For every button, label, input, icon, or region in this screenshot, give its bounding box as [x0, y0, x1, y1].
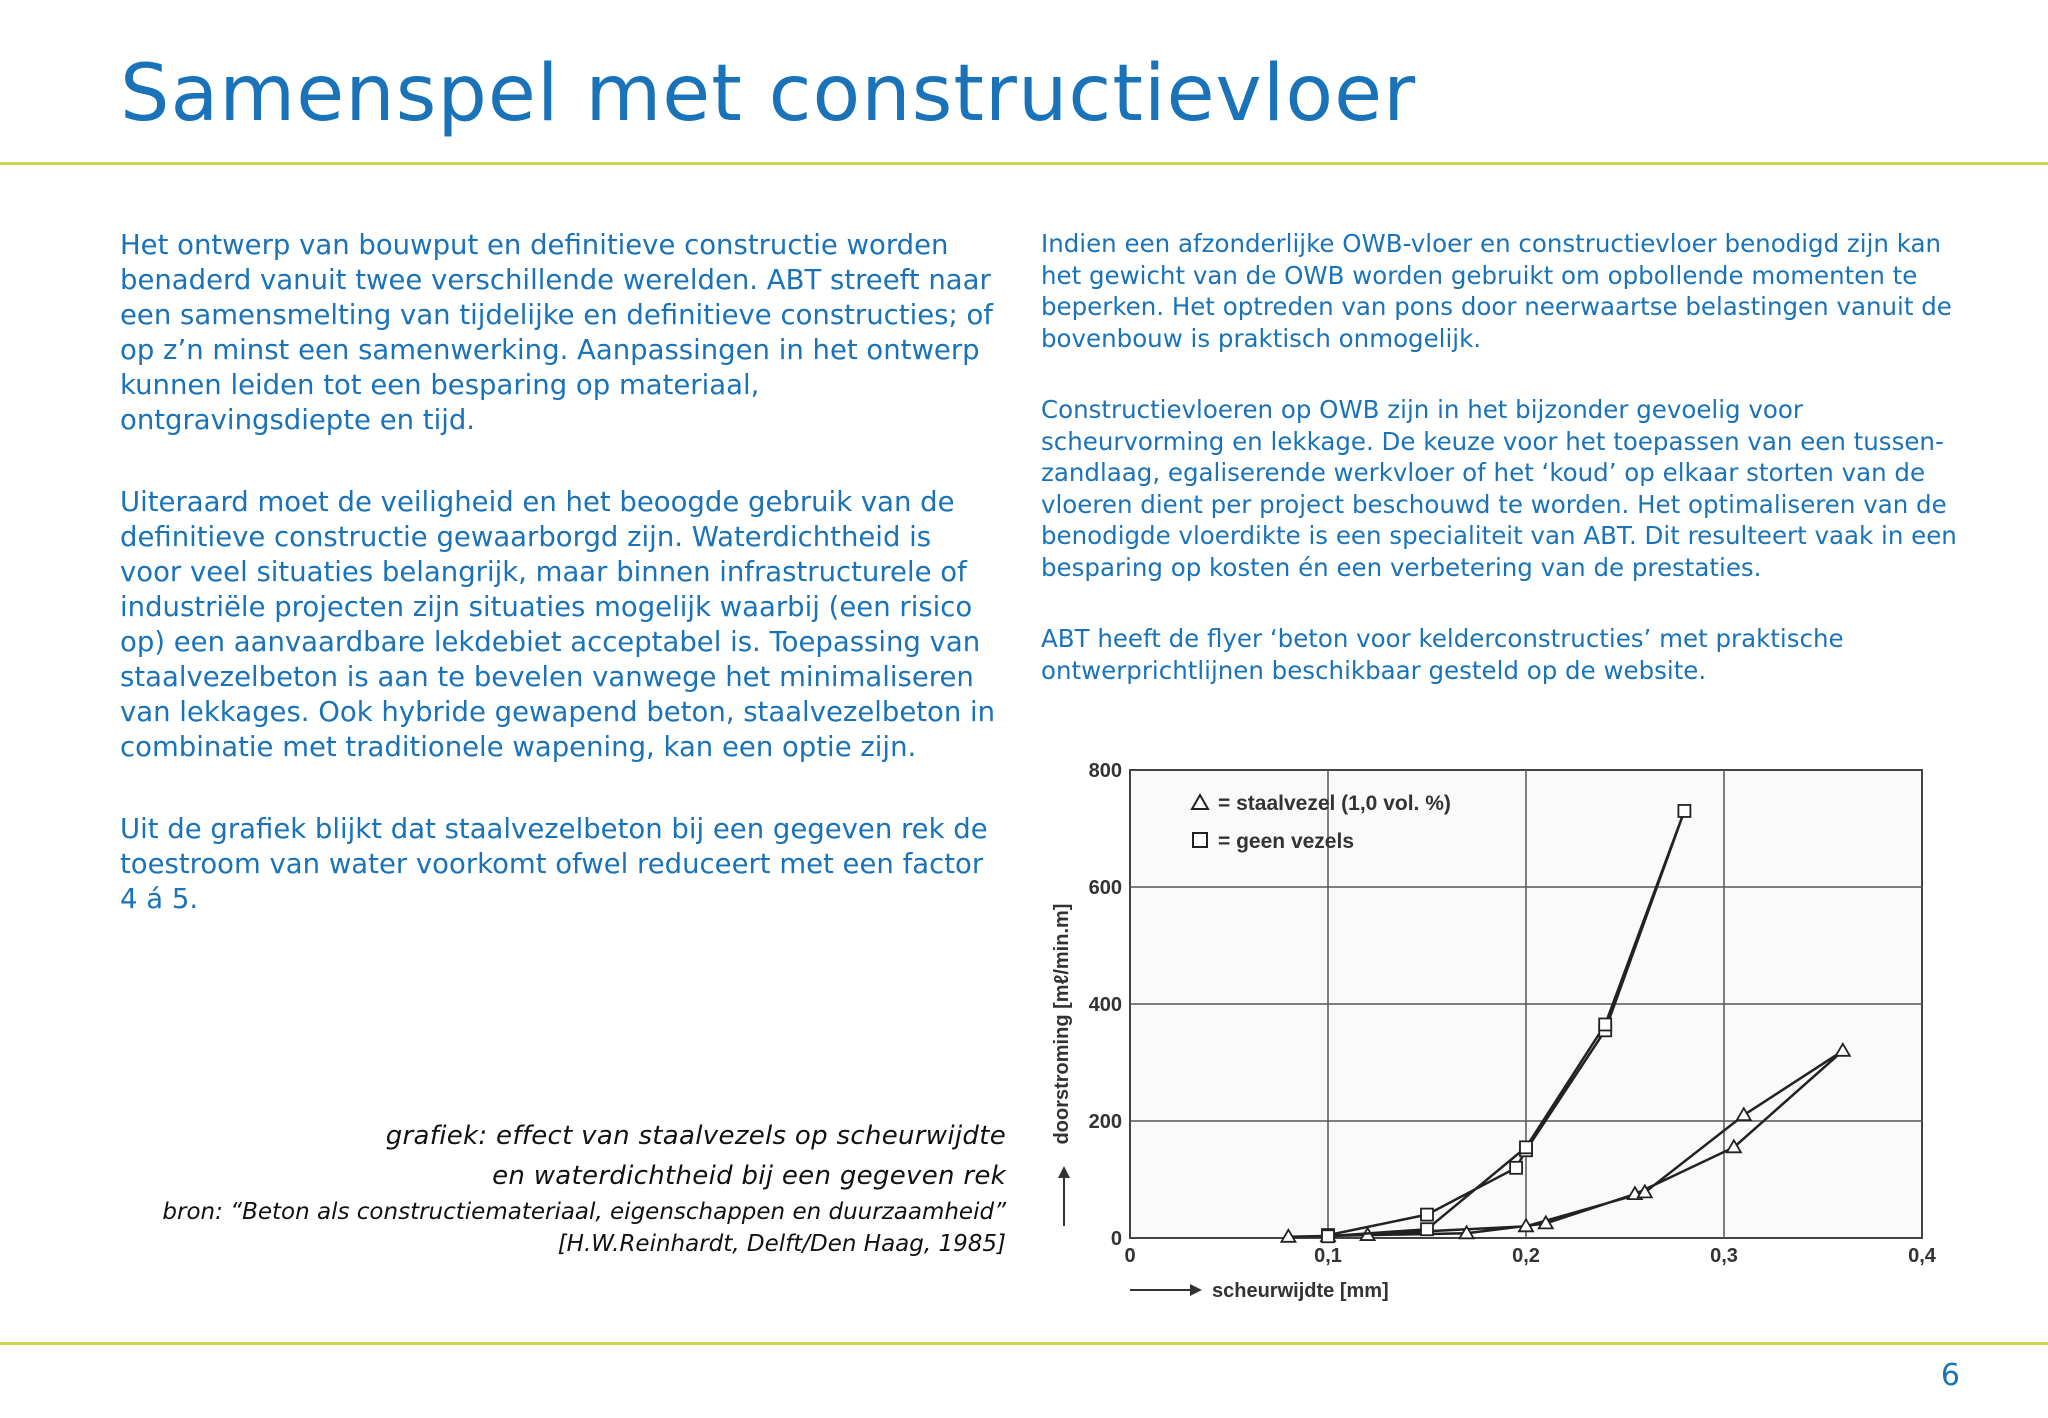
chart-svg: [1040, 746, 1960, 1306]
y-axis-arrowhead: [1058, 1166, 1070, 1178]
x-axis-label: scheurwijdte [mm]: [1212, 1280, 1389, 1302]
caption-source-ref: [H.W.Reinhardt, Delft/Den Haag, 1985]: [557, 1231, 1006, 1257]
left-column: [120, 228, 1000, 964]
header-divider: [0, 162, 2048, 165]
square-marker: [1520, 1141, 1532, 1153]
x-tick-label: 0,1: [1314, 1245, 1342, 1267]
y-tick-label: 600: [1088, 877, 1122, 899]
square-marker: [1421, 1223, 1433, 1235]
x-tick-label: 0,2: [1512, 1245, 1540, 1267]
left-paragraph: Uiteraard moet de veiligheid en het beoogde gebruik van de definitieve constructie gewaarborgd zijn. Waterdichtheid is voor veel situaties belangrijk, maar binnen infrastructurele of industriële projecten zijn situaties mogelijk waarbij (een risico op) een aanvaardbare lekdebiet acceptabel is. Toepassing van staalvezelbeton is aan te bevelen vanwege het minimaliseren van lekkages. Ook hybride gewapend beton, staalvezelbeton in combinatie met traditionele wapening, kan een optie zijn.: [120, 486, 996, 763]
square-marker: [1510, 1162, 1522, 1174]
right-paragraph: ABT heeft de flyer ‘beton voor kelderconstructies’ met praktische ontwerprichtlijnen beschikbaar gesteld op de website.: [1041, 624, 1844, 685]
left-paragraph: Het ontwerp van bouwput en definitieve constructie worden benaderd vanuit twee verschillende werelden. ABT streeft naar een samensmelting van tijdelijke en definitieve constructies; of op z’n minst een samenwerking. Aanpassingen in het ontwerp kunnen leiden tot een besparing op materiaal, ontgravingsdiepte en tijd.: [120, 229, 993, 436]
right-paragraph: Constructievloeren op OWB zijn in het bijzonder gevoelig voor scheurvorming en lekkage. De keuze voor het toepassen van een tussen-zandlaag, egaliserende werkvloer of het ‘koud’ op elkaar storten van de vloeren dient per project beschouwd te worden. Het optimaliseren van de benodigde vloerdikte is een specialiteit van ABT. Dit resulteert vaak in een besparing op kosten én een verbetering van de prestaties.: [1041, 395, 1957, 582]
left-paragraph: Uit de grafiek blijkt dat staalvezelbeton bij een gegeven rek de toestroom van water voorkomt ofwel reduceert met een factor 4 á 5.: [120, 813, 988, 915]
square-marker: [1599, 1018, 1611, 1030]
x-tick-label: 0: [1124, 1245, 1136, 1267]
y-axis-label: doorstroming [mℓ/min.m]: [1051, 903, 1073, 1145]
page-number: 6: [1940, 1358, 1960, 1393]
right-column: [1041, 228, 1981, 726]
x-tick-label: 0,3: [1710, 1245, 1738, 1267]
square-marker: [1678, 805, 1690, 817]
caption-line: en waterdichtheid bij een gegeven rek: [492, 1161, 1006, 1191]
y-tick-label: 200: [1088, 1111, 1122, 1133]
x-tick-label: 0,4: [1908, 1245, 1936, 1267]
square-marker: [1421, 1209, 1433, 1221]
legend-square-icon: [1193, 833, 1207, 847]
legend-entry: = staalvezel (1,0 vol. %): [1218, 792, 1451, 815]
legend-entry: = geen vezels: [1218, 830, 1354, 853]
y-tick-label: 800: [1088, 760, 1122, 782]
caption-source: bron: “Beton als constructiemateriaal, eigenschappen en duurzaamheid”: [162, 1199, 1006, 1225]
y-tick-label: 0: [1110, 1228, 1122, 1250]
caption-line: grafiek: effect van staalvezels op scheurwijdte: [385, 1121, 1006, 1151]
x-axis-arrowhead: [1190, 1284, 1202, 1296]
chart-caption: [120, 1116, 1006, 1260]
square-marker: [1322, 1230, 1334, 1242]
footer-divider: [0, 1342, 2048, 1345]
y-tick-label: 400: [1088, 994, 1122, 1016]
right-paragraph: Indien een afzonderlijke OWB-vloer en constructievloer benodigd zijn kan het gewicht van de OWB worden gebruikt om opbollende momenten te beperken. Het optreden van pons door neerwaartse belastingen vanuit de bovenbouw is praktisch onmogelijk.: [1041, 229, 1952, 353]
page-title: Samenspel met constructievloer: [120, 49, 1417, 139]
flow-vs-crack-chart: [1040, 746, 1960, 1306]
